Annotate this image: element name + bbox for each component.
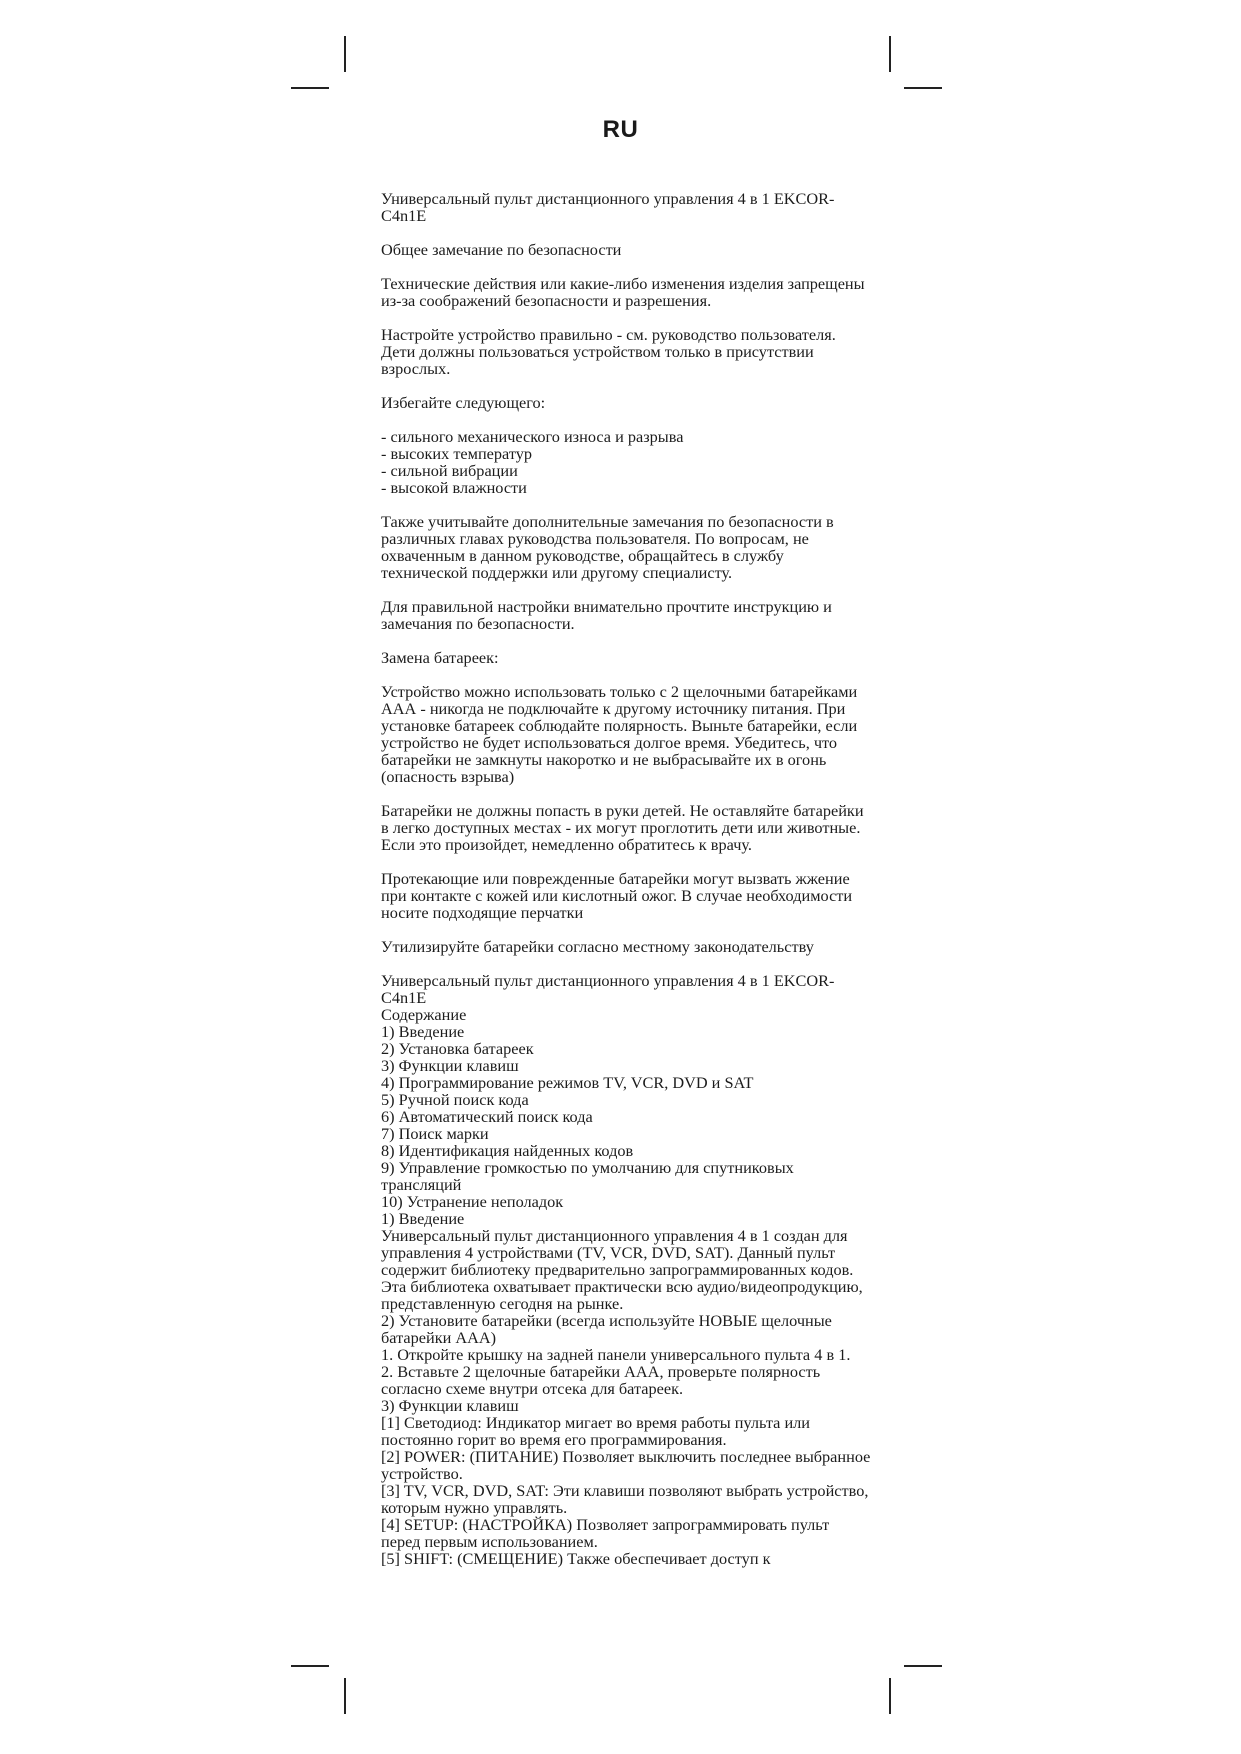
- paragraph: Технические действия или какие-либо изменения изделия запрещены из-за соображений безопасности и разрешения.: [381, 274, 865, 310]
- safety-heading: Общее замечание по безопасности: [381, 240, 622, 259]
- list-item: - сильной вибрации: [381, 461, 518, 480]
- crop-mark-bottom-right-vertical: [889, 1678, 891, 1714]
- toc-line: 7) Поиск марки: [381, 1124, 489, 1143]
- toc-line: 8) Идентификация найденных кодов: [381, 1141, 634, 1160]
- title-paragraph: Универсальный пульт дистанционного управления 4 в 1 EKCOR-C4n1E: [381, 189, 835, 225]
- toc-line: 1) Введение: [381, 1209, 465, 1228]
- paragraph: Также учитывайте дополнительные замечания по безопасности в различных главах руководства пользователя. По вопросам, не охваченным в данном руководстве, обращайтесь в службу технической поддержки или другому специалисту.: [381, 512, 834, 582]
- toc-line: 1) Введение: [381, 1022, 465, 1041]
- toc-line: [5] SHIFT: (СМЕЩЕНИЕ) Также обеспечивает доступ к: [381, 1549, 771, 1568]
- crop-mark-bottom-left-vertical: [344, 1678, 346, 1714]
- crop-mark-top-right-horizontal: [904, 87, 942, 89]
- contents-section: [381, 972, 871, 1567]
- avoid-list: [381, 428, 871, 496]
- crop-mark-top-left-vertical: [344, 36, 346, 72]
- toc-line: 10) Устранение неполадок: [381, 1192, 564, 1211]
- paragraph: Протекающие или поврежденные батарейки могут вызвать жжение при контакте с кожей или кислотный ожог. В случае необходимости носите подходящие перчатки: [381, 869, 853, 922]
- battery-heading: Замена батареек:: [381, 648, 499, 667]
- list-item: - высокой влажности: [381, 478, 527, 497]
- toc-line: [3] TV, VCR, DVD, SAT: Эти клавиши позволяют выбрать устройство, которым нужно управлять.: [381, 1481, 869, 1517]
- toc-line: 4) Программирование режимов TV, VCR, DVD и SAT: [381, 1073, 754, 1092]
- paragraph: Настройте устройство правильно - см. руководство пользователя. Дети должны пользоваться устройством только в присутствии взрослых.: [381, 325, 836, 378]
- toc-line: 9) Управление громкостью по умолчанию для спутниковых трансляций: [381, 1158, 794, 1194]
- toc-line: Универсальный пульт дистанционного управления 4 в 1 EKCOR-C4n1E: [381, 971, 835, 1007]
- toc-line: [1] Светодиод: Индикатор мигает во время работы пульта или постоянно горит во время его программирования.: [381, 1413, 811, 1449]
- manual-text: [381, 190, 871, 1567]
- toc-line: 5) Ручной поиск кода: [381, 1090, 529, 1109]
- toc-line: 3) Функции клавиш: [381, 1396, 519, 1415]
- language-heading: RU: [602, 116, 639, 143]
- paragraph: Батарейки не должны попасть в руки детей. Не оставляйте батарейки в легко доступных местах - их могут проглотить дети или животные. Если это произойдет, немедленно обратитесь к врачу.: [381, 801, 864, 854]
- paragraph: Утилизируйте батарейки согласно местному законодательству: [381, 937, 814, 956]
- toc-line: 3) Функции клавиш: [381, 1056, 519, 1075]
- toc-line: 2. Вставьте 2 щелочные батарейки ААА, проверьте полярность согласно схеме внутри отсека для батареек.: [381, 1362, 821, 1398]
- crop-mark-top-left-horizontal: [291, 87, 329, 89]
- paragraph: Устройство можно использовать только с 2 щелочными батарейками ААА - никогда не подключайте к другому источнику питания. При установке батареек соблюдайте полярность. Выньте батарейки, если устройство не будет использоваться долгое время. Убедитесь, что батарейки не замкнуты накоротко и не выбрасывайте их в огонь (опасность взрыва): [381, 682, 858, 786]
- toc-line: 1. Откройте крышку на задней панели универсального пульта 4 в 1.: [381, 1345, 851, 1364]
- crop-mark-bottom-right-horizontal: [904, 1665, 942, 1667]
- list-item: - высоких температур: [381, 444, 533, 463]
- toc-line: 6) Автоматический поиск кода: [381, 1107, 593, 1126]
- crop-mark-bottom-left-horizontal: [291, 1665, 329, 1667]
- toc-line: [4] SETUP: (НАСТРОЙКА) Позволяет запрограммировать пульт перед первым использованием.: [381, 1515, 830, 1551]
- toc-line: Универсальный пульт дистанционного управления 4 в 1 создан для управления 4 устройствами (TV, VCR, DVD, SAT). Данный пульт содержит библиотеку предварительно запрограммированных кодов. Эта библиотека охватывает практически всю аудио/видеопродукцию, представленную сегодня на рынке.: [381, 1226, 863, 1313]
- toc-line: Содержание: [381, 1005, 467, 1024]
- avoid-heading: Избегайте следующего:: [381, 393, 546, 412]
- toc-line: [2] POWER: (ПИТАНИЕ) Позволяет выключить последнее выбранное устройство.: [381, 1447, 871, 1483]
- list-item: - сильного механического износа и разрыва: [381, 427, 684, 446]
- toc-line: 2) Установите батарейки (всегда используйте НОВЫЕ щелочные батарейки ААА): [381, 1311, 832, 1347]
- crop-mark-top-right-vertical: [889, 36, 891, 72]
- paragraph: Для правильной настройки внимательно прочтите инструкцию и замечания по безопасности.: [381, 597, 832, 633]
- toc-line: 2) Установка батареек: [381, 1039, 534, 1058]
